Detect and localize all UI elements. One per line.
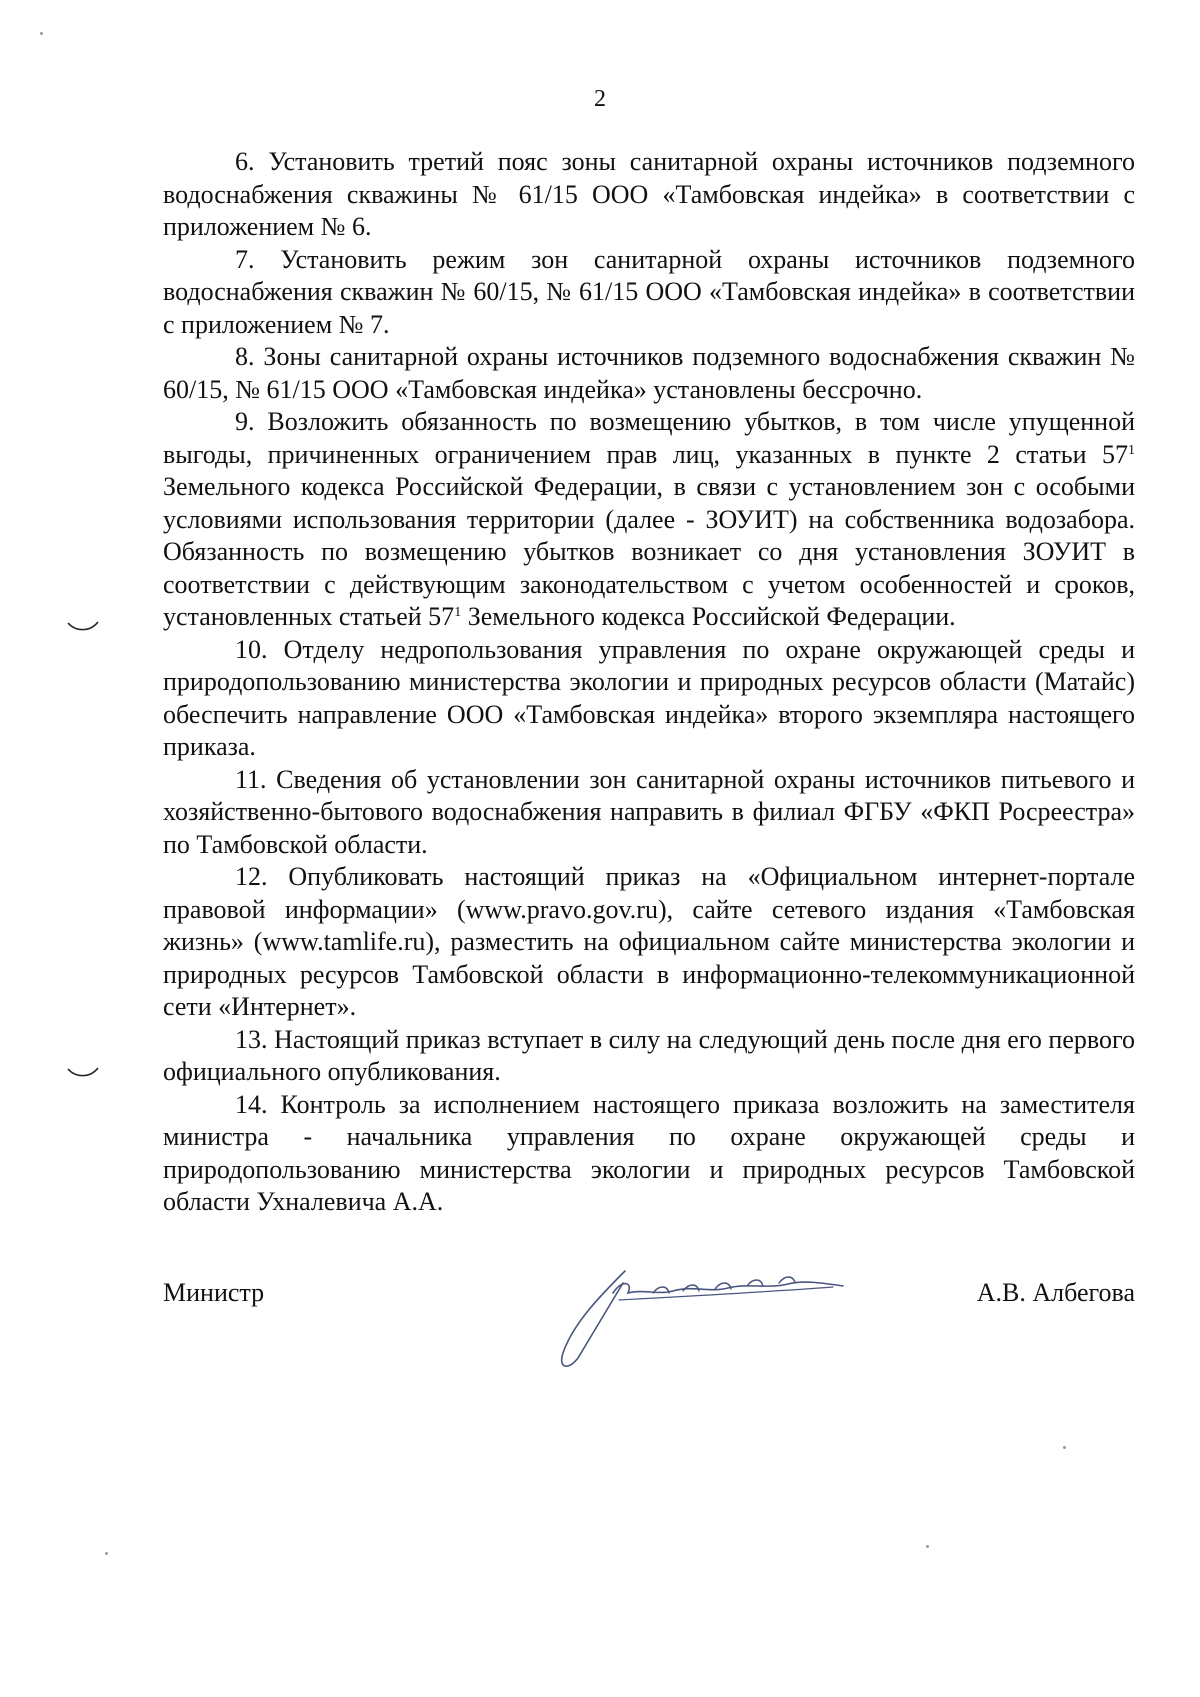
paragraph-6: 6. Установить третий пояс зоны санитарной охраны источников подземного водоснабжения скважины № 61/15 ООО «Тамбовская индейка» в соответствии с приложением № 6. [163,147,1135,241]
paragraph-13: 13. Настоящий приказ вступает в силу на следующий день после дня его первого официального опубликования. [163,1024,1135,1086]
document-body [163,146,1135,1219]
paragraph-8: 8. Зоны санитарной охраны источников подземного водоснабжения скважин № 60/15, № 61/15 ООО «Тамбовская индейка» установлены бессрочно. [163,342,1135,404]
handwritten-signature [533,1253,853,1383]
scan-speck [1063,1446,1066,1449]
margin-mark [66,620,100,634]
paragraph-10: 10. Отделу недропользования управления по охране окружающей среды и природопользованию министерства экологии и природных ресурсов области (Матайс) обеспечить направление ООО «Тамбовская индейка» второго экземпляра настоящего приказа. [163,634,1135,761]
signatory-title: Министр [163,1278,265,1307]
paragraph-9-text-part-3: Земельного кодекса Российской Федерации. [461,602,956,631]
paragraph-9 [163,406,1135,634]
paragraph-12: 12. Опубликовать настоящий приказ на «Официальном интернет-портале правовой информации» (www.pravo.gov.ru), сайте сетевого издания «Тамбовская жизнь» (www.tamlife.ru), разместить на официальном сайте министерства экологии и природных ресурсов Тамбовской области в информационно-телекоммуникационной сети «Интернет». [163,862,1135,1021]
scan-speck [926,1545,929,1548]
paragraph-14: 14. Контроль за исполнением настоящего приказа возложить на заместителя министра - начальника управления по охране окружающей среды и природопользованию министерства экологии и природных ресурсов Тамбовской области Ухналевича А.А. [163,1089,1135,1216]
scan-speck [40,32,43,35]
scan-speck [105,1552,108,1555]
article-superscript: 1 [454,605,462,620]
signatory-name: А.В. Албегова [976,1278,1135,1307]
paragraph-7: 7. Установить режим зон санитарной охраны источников подземного водоснабжения скважин № 60/15, № 61/15 ООО «Тамбовская индейка» в соответствии с приложением № 7. [163,244,1135,339]
signature-block [163,1268,1135,1408]
paragraph-11: 11. Сведения об установлении зон санитарной охраны источников питьевого и хозяйственно-бытового водоснабжения направить в филиал ФГБУ «ФКП Росреестра» по Тамбовской области. [163,764,1135,859]
page-number: 2 [594,86,606,112]
paragraph-9-text-part-2: Земельного кодекса Российской Федерации, в связи с установлением зон с особыми условиями использования территории (далее - ЗОУИТ) на собственника водозабора. Обязанность по возмещению убытков возникает со дня установления ЗОУИТ в соответствии с действующим законодательством с учетом особенностей и сроков, установленных статьей 57 [163,472,1135,631]
article-superscript: 1 [1128,442,1135,458]
margin-mark [66,1066,100,1080]
paragraph-9-text-part-1: 9. Возложить обязанность по возмещению убытков, в том числе упущенной выгоды, причиненных ограничением прав лиц, указанных в пункте 2 статьи 57 [163,407,1135,469]
